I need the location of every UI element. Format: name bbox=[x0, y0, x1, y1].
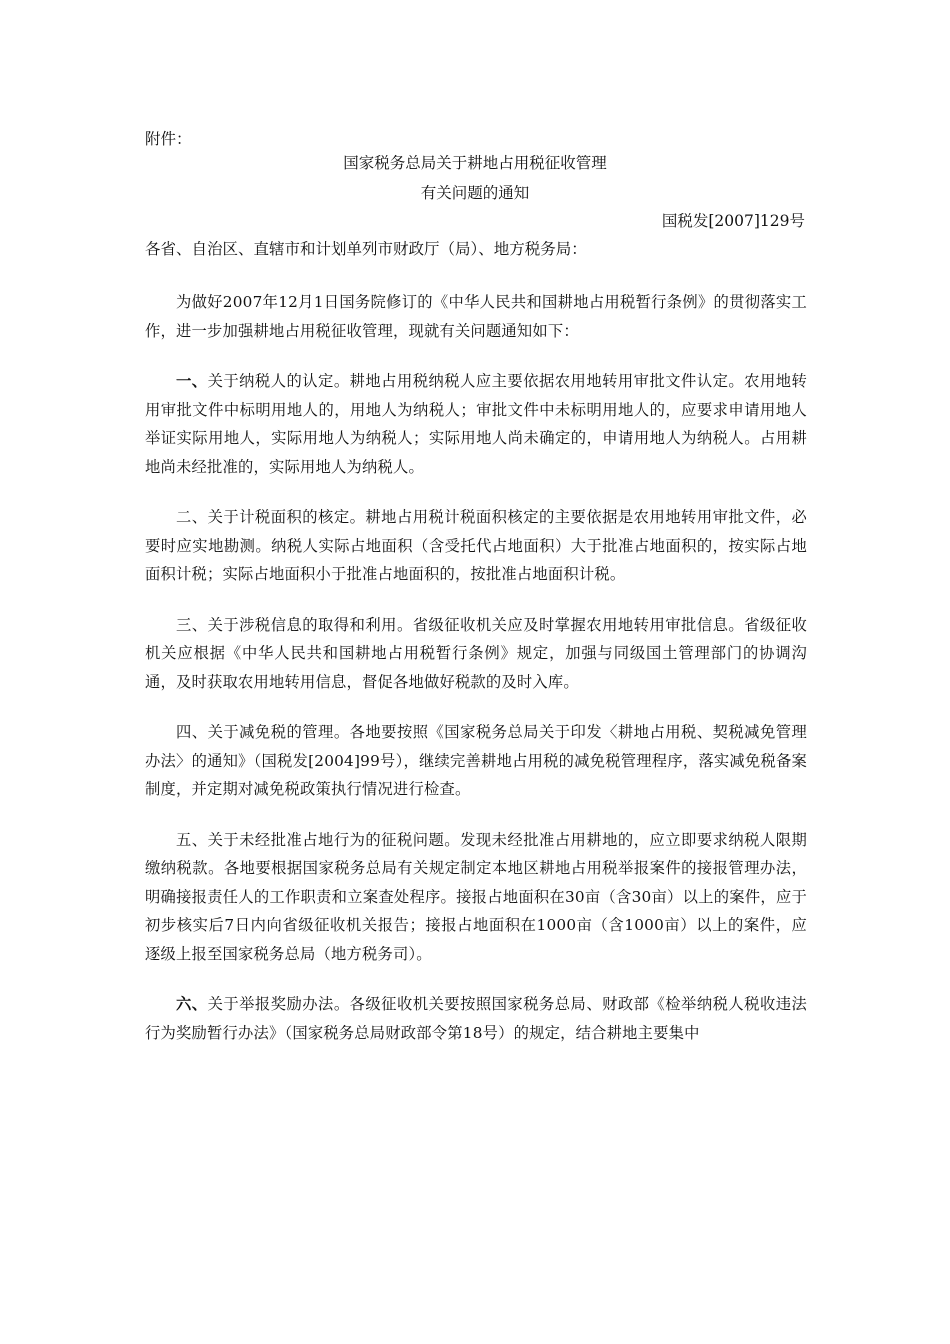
document-title-line1: 国家税务总局关于耕地占用税征收管理 bbox=[343, 154, 607, 172]
section-4-text: 关于减免税的管理。各地要按照《国家税务总局关于印发〈耕地占用税、契税减免管理办法〉的通知》（国税发[2004]99号），继续完善耕地占用税的减免税管理程序，落实减免税备案制度，并定期对减免税政策执行情况进行检查。 bbox=[145, 723, 808, 798]
section-1-text: 关于纳税人的认定。耕地占用税纳税人应主要依据农用地转用审批文件认定。农用地转用审批文件中标明用地人的，用地人为纳税人；审批文件中未标明用地人的，应要求申请用地人举证实际用地人，实际用地人为纳税人；实际用地人尚未确定的，申请用地人为纳税人。占用耕地尚未经批准的，实际用地人为纳税人。 bbox=[145, 372, 808, 476]
document-title-line2: 有关问题的通知 bbox=[420, 184, 530, 202]
attachment-label: 附件： bbox=[145, 130, 192, 148]
section-4-paragraph bbox=[145, 718, 807, 804]
section-2-text: 关于计税面积的核定。耕地占用税计税面积核定的主要依据是农用地转用审批文件，必要时应实地勘测。纳税人实际占地面积（含受托代占地面积）大于批准占地面积的，按实际占地面积计税；实际占地面积小于批准占地面积的，按批准占地面积计税。 bbox=[145, 508, 808, 583]
intro-paragraph: 为做好2007年12月1日国务院修订的《中华人民共和国耕地占用税暂行条例》的贯彻落实工作，进一步加强耕地占用税征收管理，现就有关问题通知如下： bbox=[145, 293, 807, 340]
section-3-text: 关于涉税信息的取得和利用。省级征收机关应及时掌握农用地转用审批信息。省级征收机关应根据《中华人民共和国耕地占用税暂行条例》规定，加强与同级国土管理部门的协调沟通，及时获取农用地转用信息，督促各地做好税款的及时入库。 bbox=[145, 615, 808, 691]
document-number: 国税发[2007]129号 bbox=[661, 212, 805, 230]
section-4-number: 四、 bbox=[176, 723, 208, 741]
section-6-text: 关于举报奖励办法。各级征收机关要按照国家税务总局、财政部《检举纳税人税收违法行为奖励暂行办法》（国家税务总局财政部令第18号）的规定，结合耕地主要集中 bbox=[145, 995, 808, 1042]
section-5-text: 关于未经批准占地行为的征税问题。发现未经批准占用耕地的，应立即要求纳税人限期缴纳税款。各地要根据国家税务总局有关规定制定本地区耕地占用税举报案件的接报管理办法，明确接报责任人的工作职责和立案查处程序。接报占地面积在30亩（含30亩）以上的案件，应于初步核实后7日内向省级征收机关报告；接报占地面积在1000亩（含1000亩）以上的案件，应逐级上报至国家税务总局（地方税务司）。 bbox=[145, 830, 808, 963]
document-body bbox=[145, 288, 807, 1069]
section-1-paragraph bbox=[145, 367, 807, 481]
section-3-number: 三、 bbox=[176, 615, 208, 634]
section-1-number: 一、 bbox=[176, 372, 208, 390]
section-5-number: 五、 bbox=[176, 830, 208, 849]
section-5-paragraph bbox=[145, 826, 807, 969]
section-6-number: 六、 bbox=[176, 995, 208, 1013]
section-2-paragraph bbox=[145, 503, 807, 589]
section-3-paragraph bbox=[145, 611, 807, 697]
addressee-line: 各省、自治区、直辖市和计划单列市财政厅（局）、地方税务局： bbox=[145, 240, 587, 258]
section-6-paragraph bbox=[145, 990, 807, 1047]
section-2-number: 二、 bbox=[176, 508, 208, 526]
